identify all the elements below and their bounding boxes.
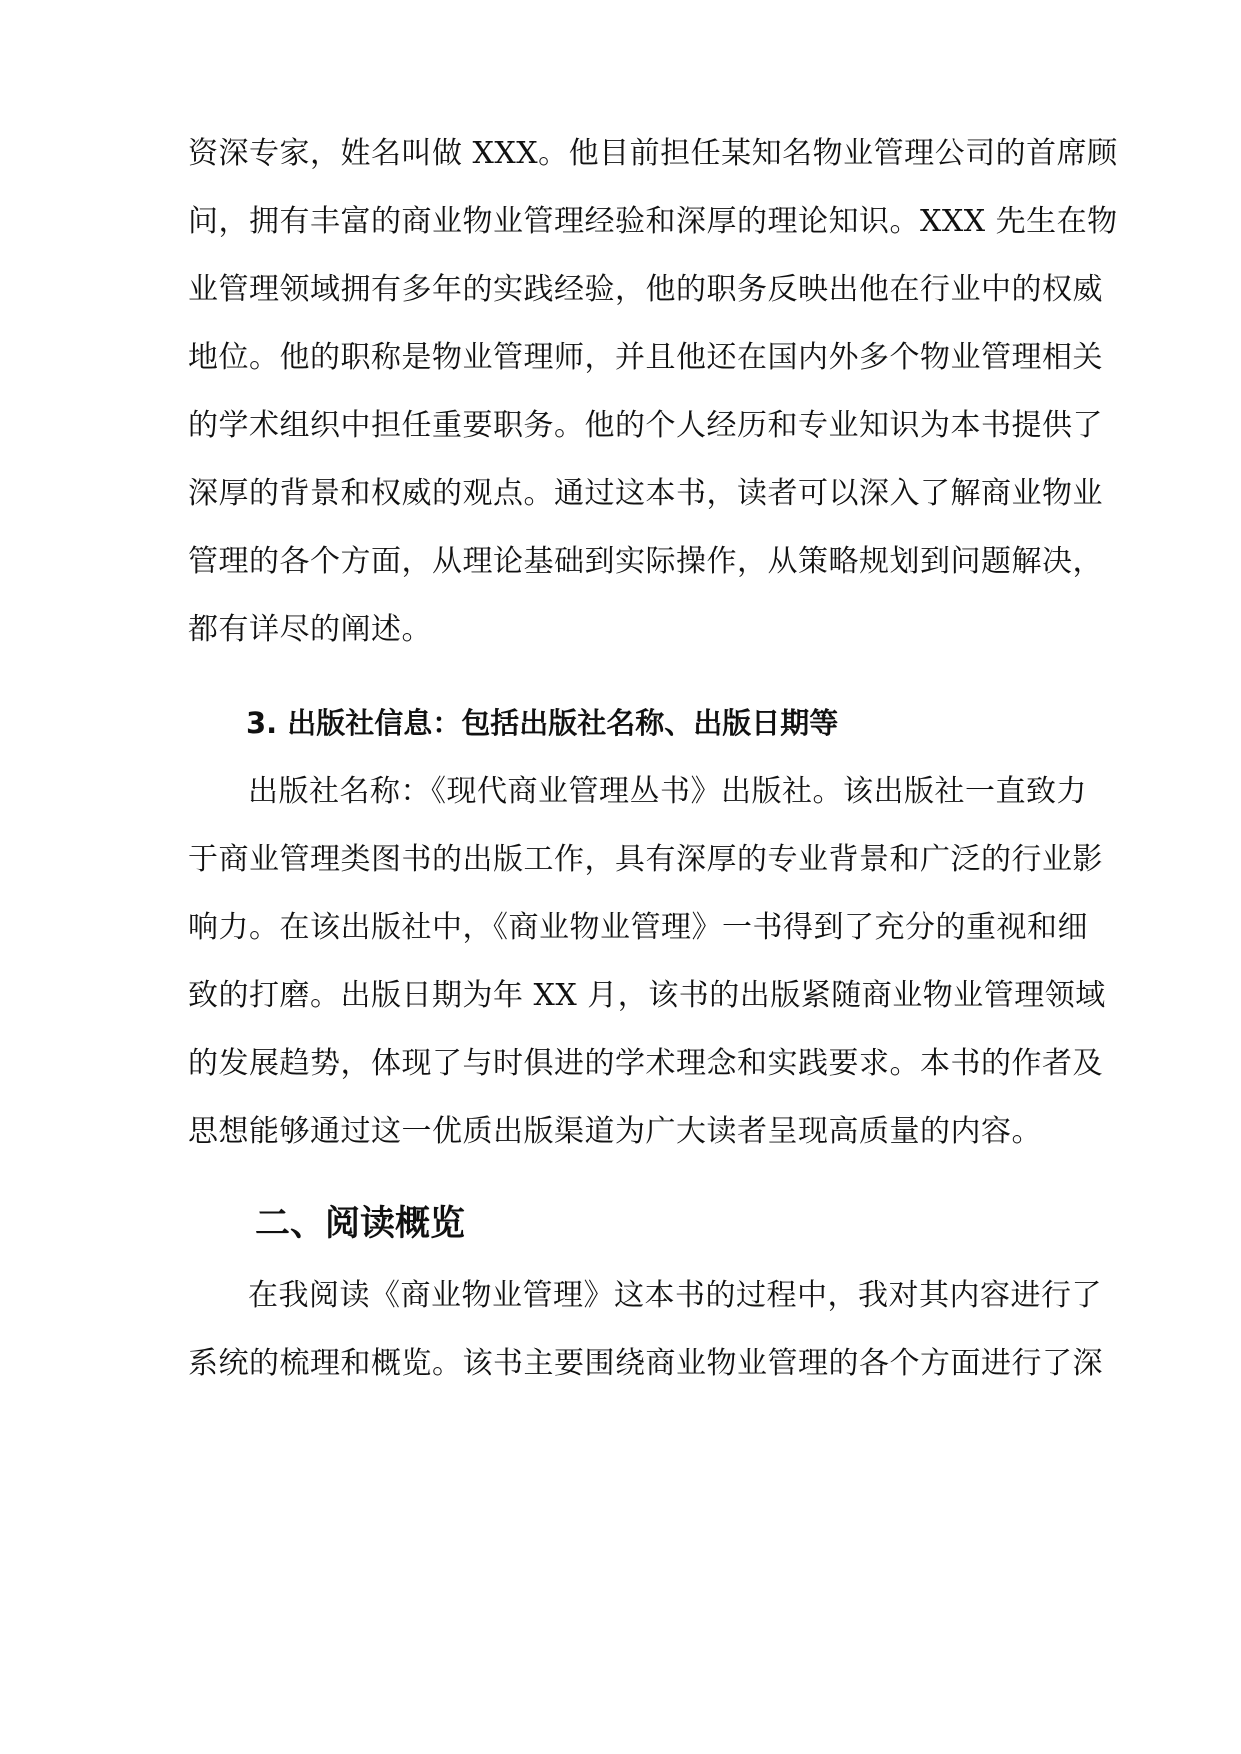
reading-overview-heading: 二、阅读概览	[255, 1204, 466, 1244]
paragraph-line: 业管理领域拥有多年的实践经验，他的职务反映出他在行业中的权威	[188, 272, 1103, 307]
paragraph-line: 的发展趋势，体现了与时俱进的学术理念和实践要求。本书的作者及	[188, 1046, 1103, 1081]
paragraph-line: 响力。在该出版社中，《商业物业管理》一书得到了充分的重视和细	[188, 910, 1088, 945]
paragraph-line: 管理的各个方面，从理论基础到实际操作，从策略规划到问题解决，	[188, 544, 1103, 579]
paragraph-line: 在我阅读《商业物业管理》这本书的过程中，我对其内容进行了	[248, 1278, 1102, 1313]
paragraph-line: 致的打磨。出版日期为年 XX 月，该书的出版紧随商业物业管理领域	[188, 978, 1106, 1013]
publisher-subheading: 3. 出版社信息：包括出版社名称、出版日期等	[246, 706, 839, 740]
paragraph-line: 系统的梳理和概览。该书主要围绕商业物业管理的各个方面进行了深	[188, 1346, 1103, 1381]
paragraph-line: 于商业管理类图书的出版工作，具有深厚的专业背景和广泛的行业影	[188, 842, 1103, 877]
paragraph-line: 的学术组织中担任重要职务。他的个人经历和专业知识为本书提供了	[188, 408, 1103, 443]
paragraph-line: 深厚的背景和权威的观点。通过这本书，读者可以深入了解商业物业	[188, 476, 1103, 511]
paragraph-line: 资深专家，姓名叫做 XXX。他目前担任某知名物业管理公司的首席顾	[188, 136, 1118, 171]
paragraph-line: 出版社名称：《现代商业管理丛书》出版社。该出版社一直致力	[248, 774, 1087, 809]
paragraph-line: 地位。他的职称是物业管理师，并且他还在国内外多个物业管理相关	[188, 340, 1103, 375]
paragraph-line: 都有详尽的阐述。	[188, 612, 432, 647]
paragraph-line: 思想能够通过这一优质出版渠道为广大读者呈现高质量的内容。	[188, 1114, 1042, 1149]
paragraph-line: 问，拥有丰富的商业物业管理经验和深厚的理论知识。XXX 先生在物	[188, 204, 1118, 239]
